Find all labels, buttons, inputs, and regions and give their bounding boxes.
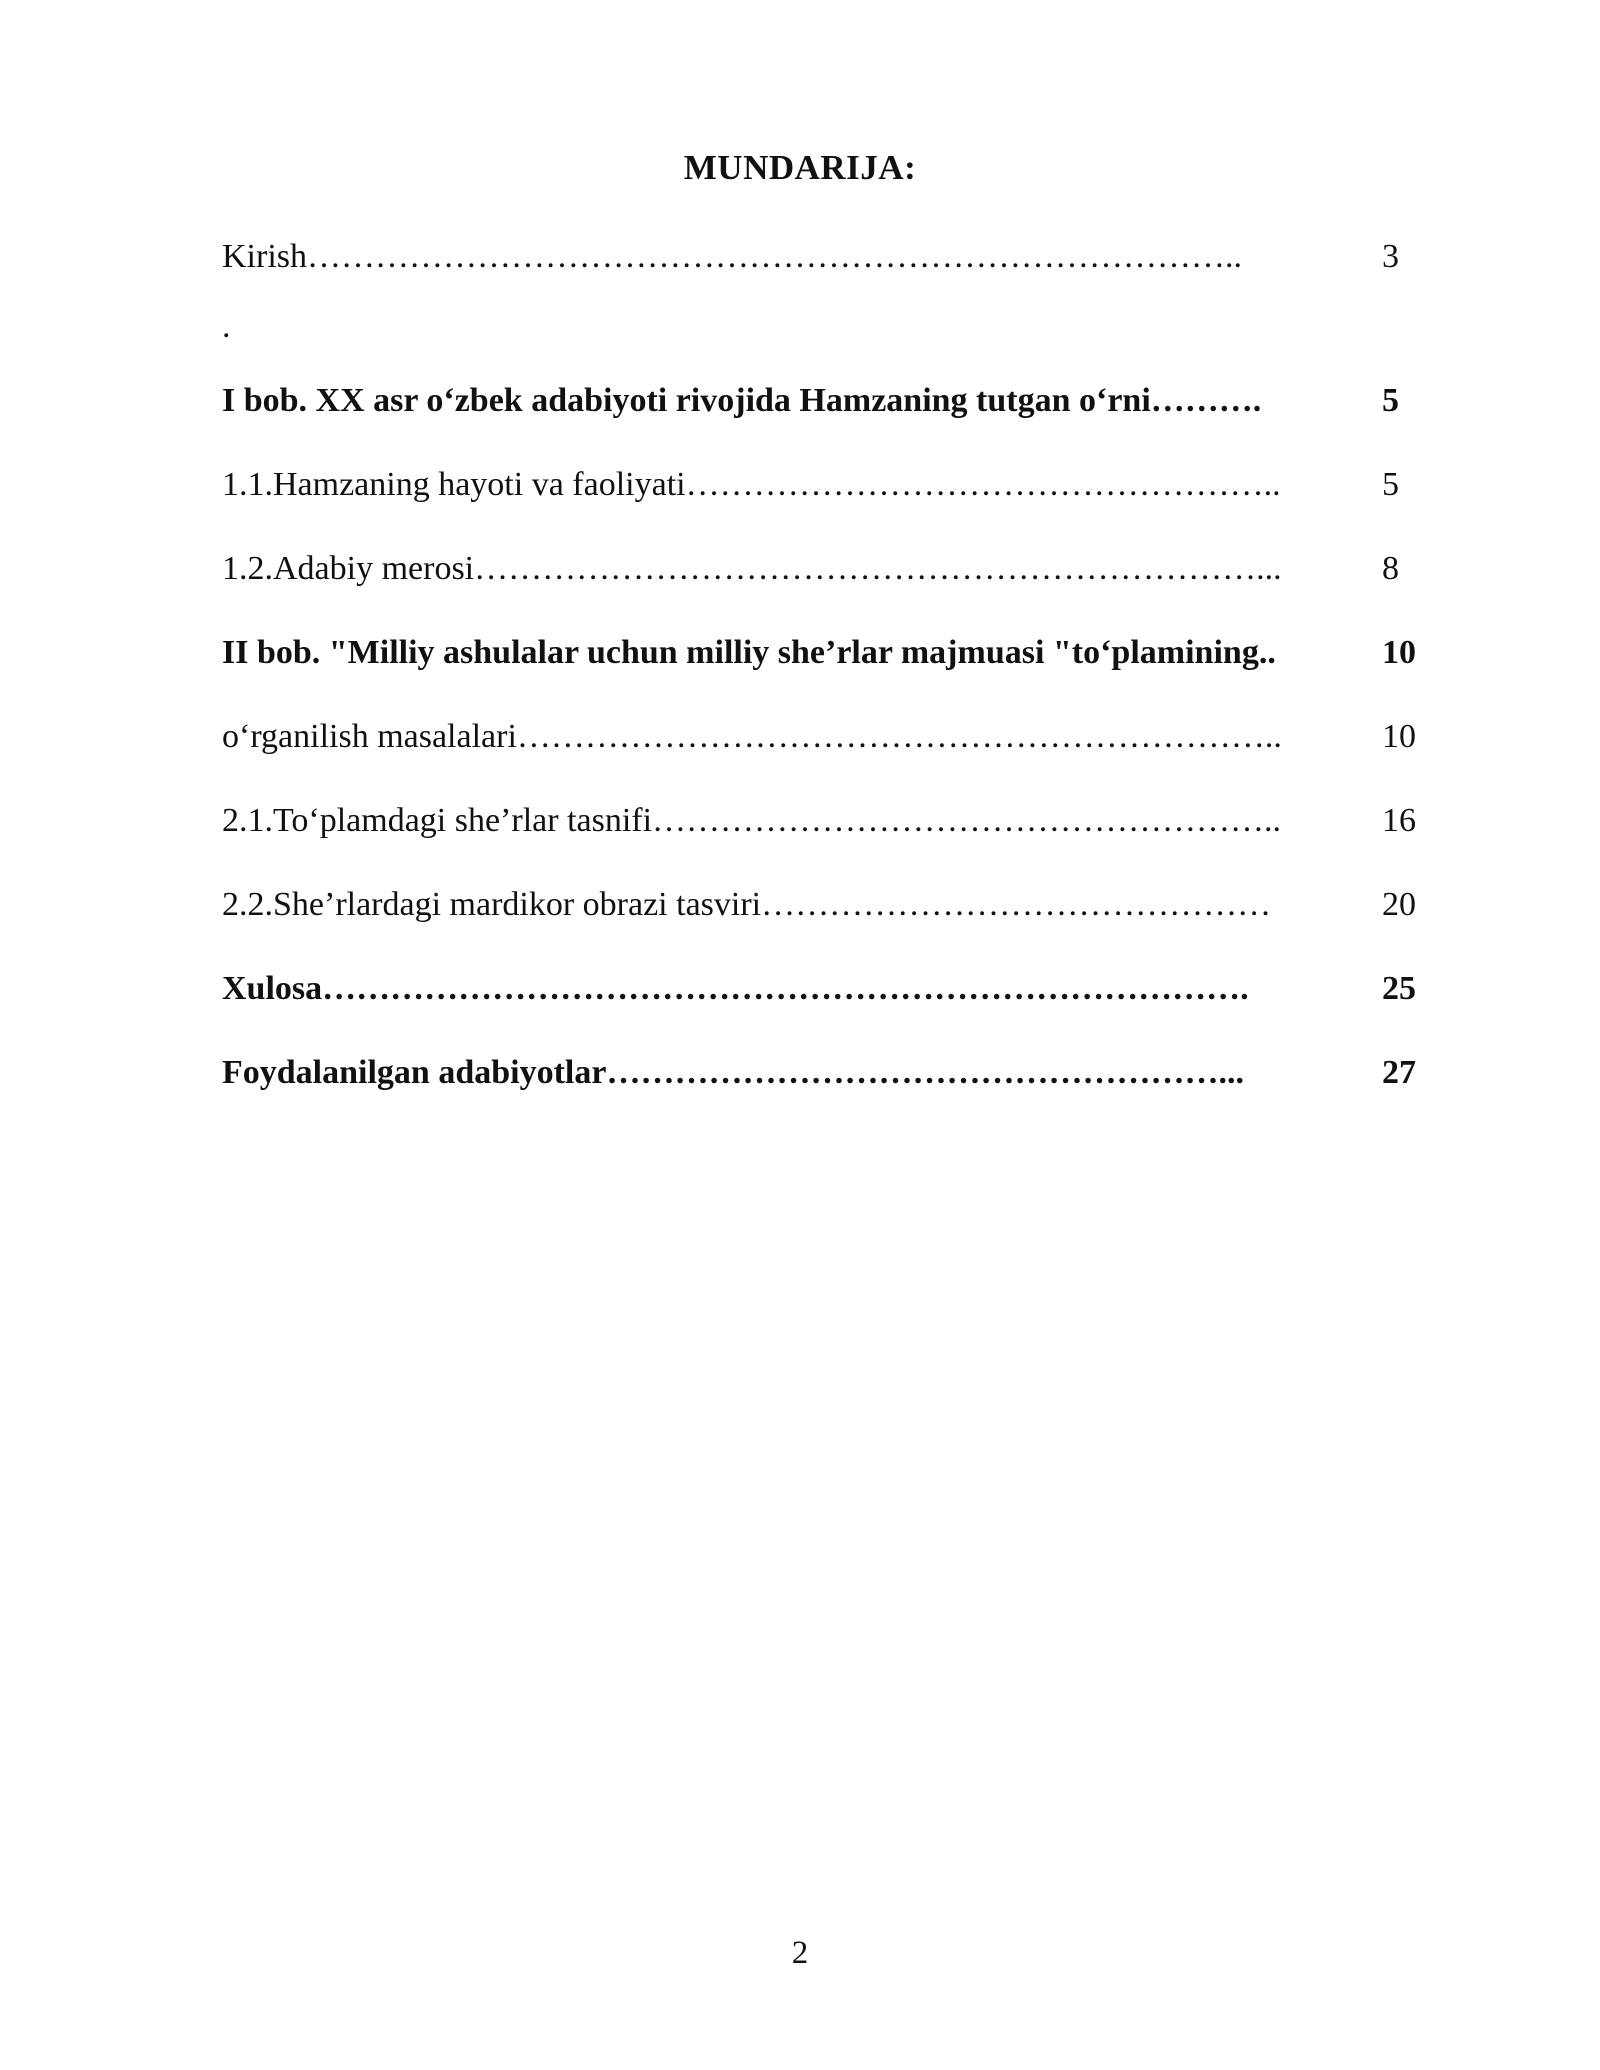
toc-entry-page: 16 (1382, 802, 1416, 839)
toc-entry-page: 25 (1382, 970, 1416, 1007)
toc-entry-page: 8 (1382, 550, 1399, 587)
toc-entry-page: 27 (1382, 1054, 1416, 1091)
toc-entry-label: I bob. XX asr o‘zbek adabiyoti rivojida Hamzaning tutgan o‘rni………. (222, 382, 1262, 419)
toc-entry-page: 5 (1382, 382, 1399, 419)
toc-entry-xulosa[interactable] (222, 970, 1436, 1014)
toc-entry-section-1-1[interactable] (222, 466, 1436, 510)
toc-entry-label: o‘rganilish masalalari………………………………………………………….. (222, 718, 1282, 755)
toc-entry-label: 1.1.Hamzaning hayoti va faoliyati…………………………………………….. (222, 466, 1281, 503)
toc-entry-label: II bob. "Milliy ashulalar uchun milliy she’rlar majmuasi "to‘plamining.. (222, 634, 1276, 671)
footer-page-number: 2 (791, 1935, 809, 1971)
toc-entry-page: 20 (1382, 886, 1416, 923)
toc-entry-label: 1.2.Adabiy merosi……………………………………………………………... (222, 550, 1282, 587)
toc-entry-chapter-1[interactable] (222, 382, 1436, 426)
toc-entry-bibliography[interactable] (222, 1054, 1436, 1098)
toc-entry-kirish[interactable] (222, 238, 1436, 282)
toc-entry-section-1-2[interactable] (222, 550, 1436, 594)
toc-entry-section-2-1[interactable] (222, 802, 1436, 846)
toc-entry-chapter-2-cont[interactable] (222, 718, 1436, 762)
page-title: MUNDARIJA: (683, 148, 917, 187)
toc-entry-section-2-2[interactable] (222, 886, 1436, 930)
toc-entry-label: Kirish……………………………………………………………………….. (222, 238, 1242, 275)
toc-entry-chapter-2[interactable] (222, 634, 1436, 678)
toc-entry-label: 2.1.To‘plamdagi she’rlar tasnifi……………………………………………….. (222, 802, 1282, 839)
toc-entry-page: 10 (1382, 634, 1416, 671)
toc-entry-label: Xulosa………………………………………………………………………. (222, 970, 1249, 1007)
toc-entry-label: Foydalanilgan adabiyotlar………………………………………………... (222, 1054, 1244, 1091)
stray-mark: . (222, 308, 231, 345)
toc-entry-page: 10 (1382, 718, 1416, 755)
toc-entry-label: 2.2.She’rlardagi mardikor obrazi tasviri……………………………………… (222, 886, 1272, 923)
toc-entry-page: 5 (1382, 466, 1399, 503)
toc-entry-page: 3 (1382, 238, 1399, 275)
